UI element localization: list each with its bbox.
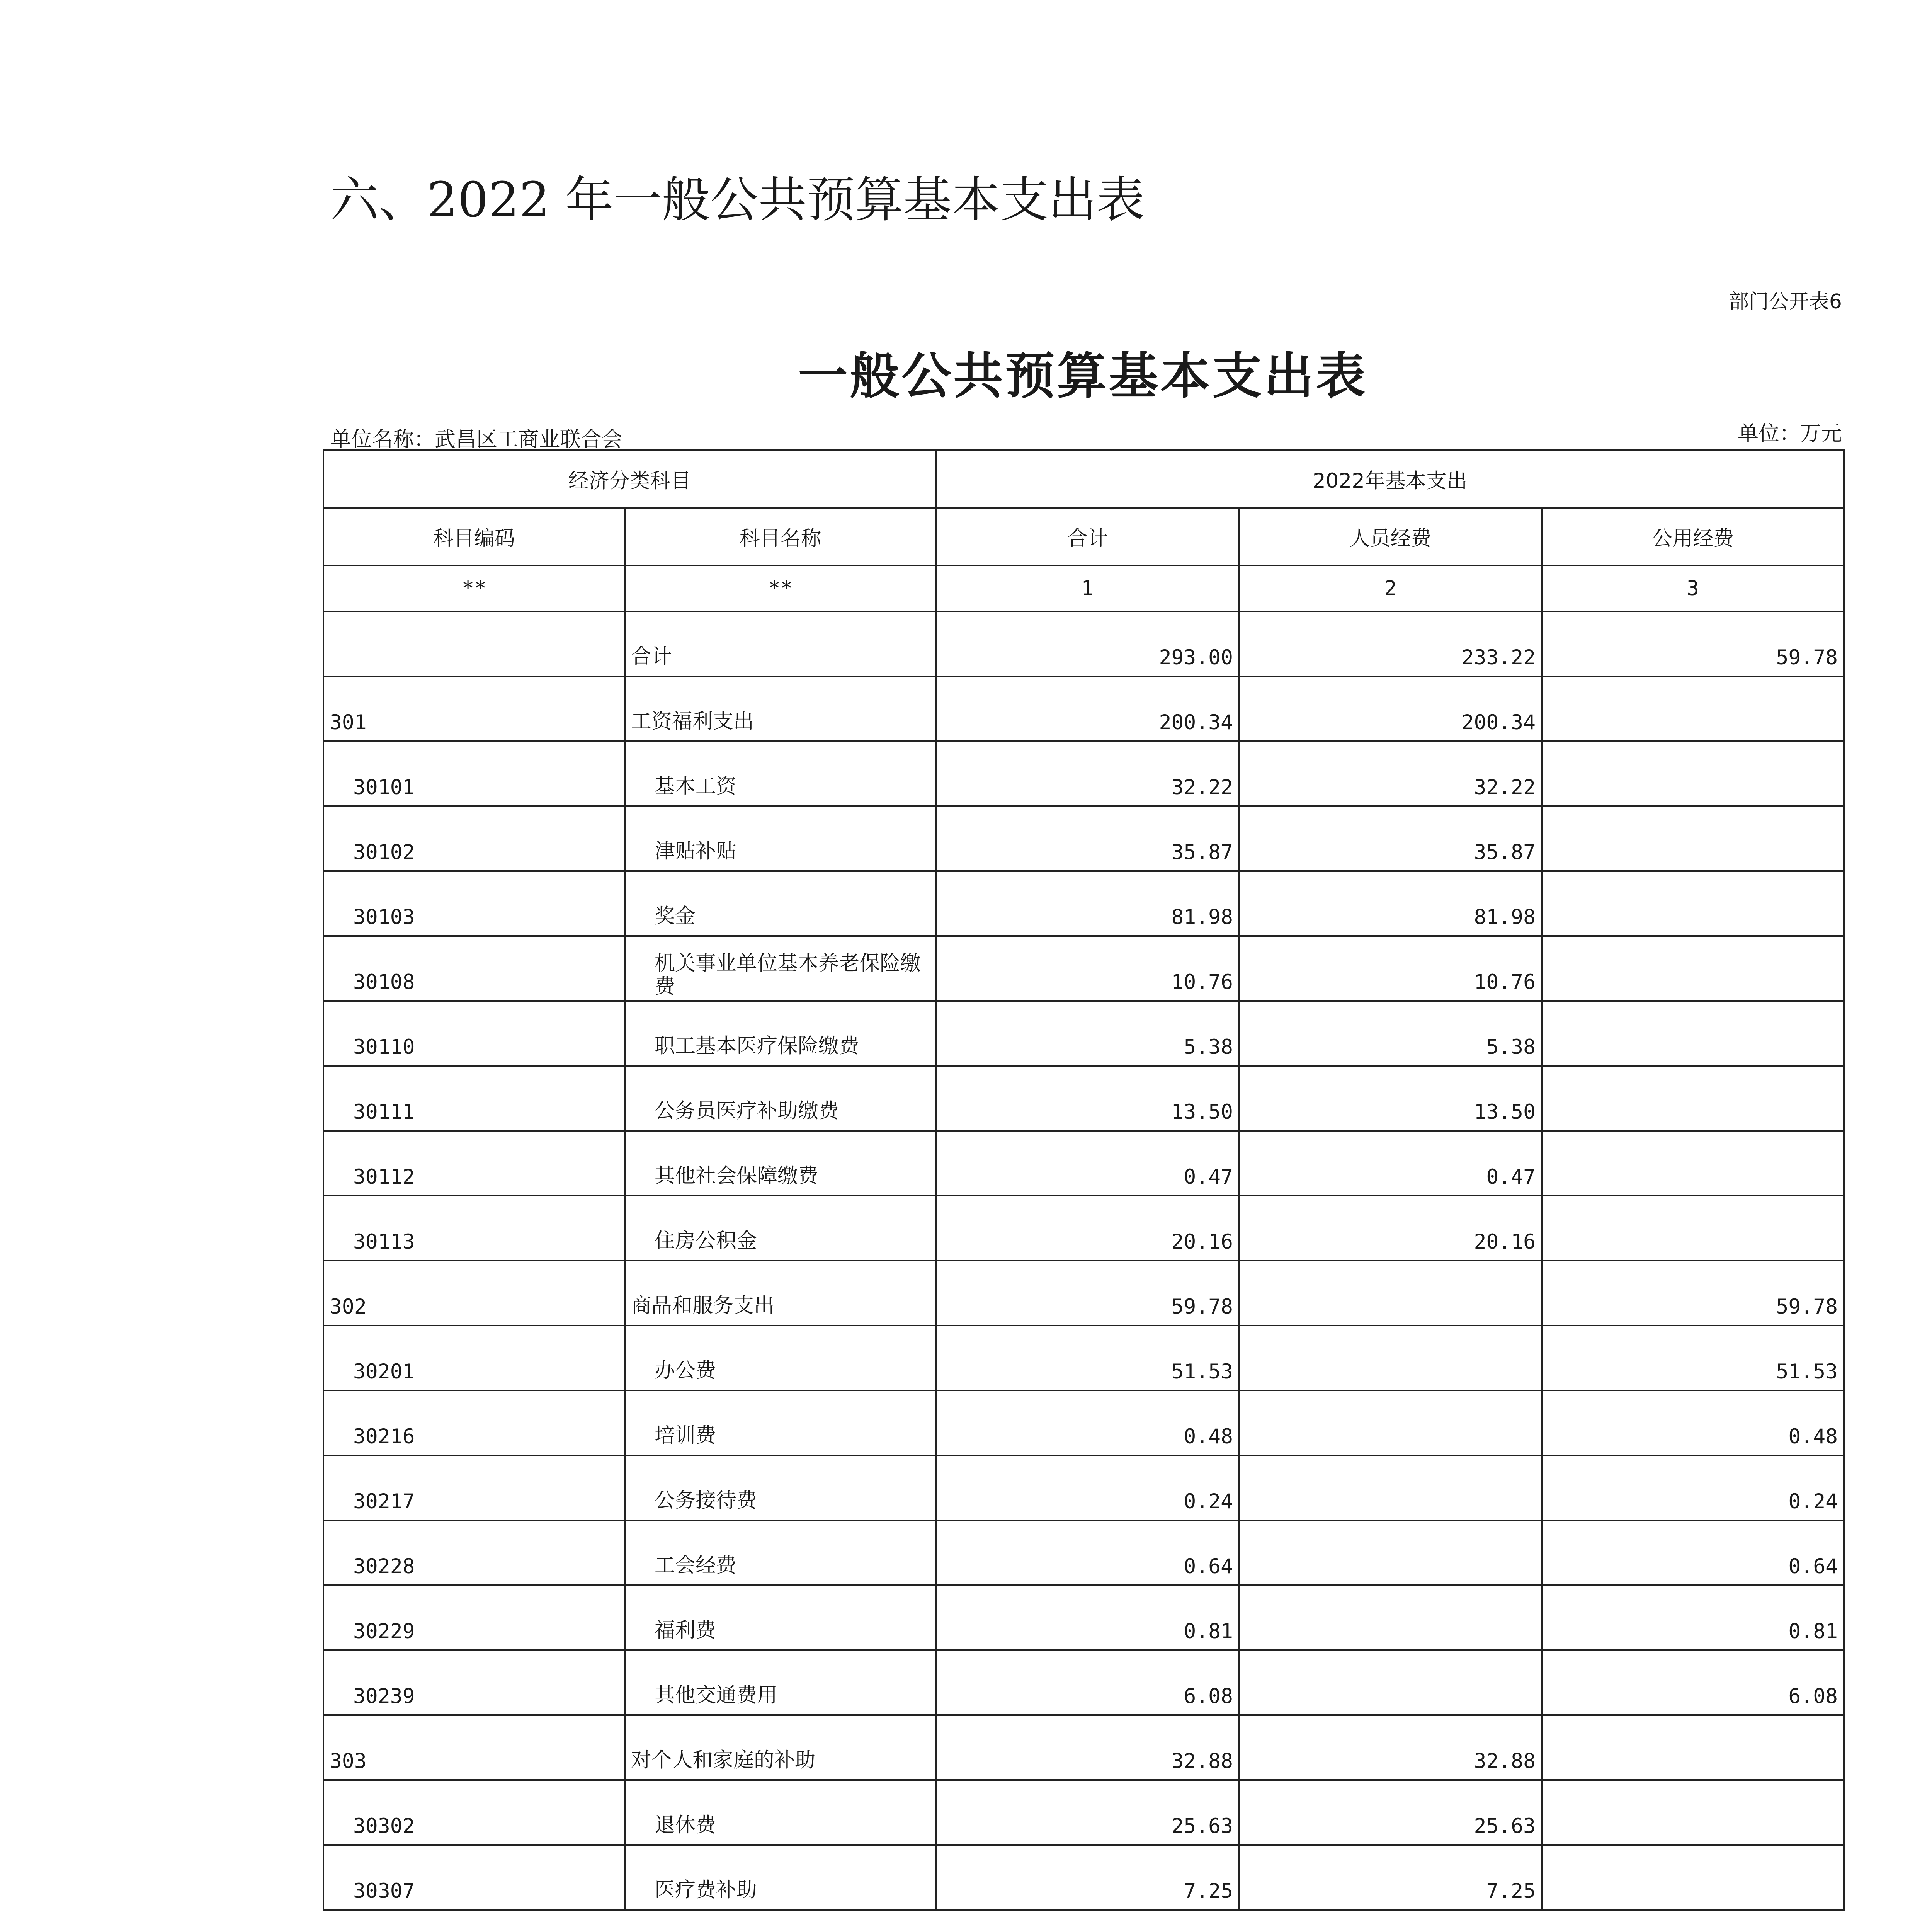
table-row [323,936,1844,1001]
cell-name: 机关事业单位基本养老保险缴费 [625,936,936,1001]
cell-personnel [1239,1326,1542,1390]
cell-total: 20.16 [936,1196,1239,1261]
cell-total: 25.63 [936,1780,1239,1845]
unit-name: 单位名称：武昌区工商业联合会 [330,427,622,451]
cell-code: 30302 [323,1780,625,1845]
table-row [323,806,1844,871]
cell-total: 0.24 [936,1455,1239,1520]
cell-code [323,611,625,676]
cell-personnel: 200.34 [1239,676,1542,741]
header-year-basic: 2022年基本支出 [936,450,1844,508]
cell-name: 合计 [625,611,936,676]
table-row [323,871,1844,936]
cell-public [1542,1066,1844,1131]
cell-personnel: 0.47 [1239,1131,1542,1196]
index-personnel: 2 [1239,565,1542,611]
unit-label: 单位：万元 [1738,421,1842,446]
index-name: ** [625,565,936,611]
table-row [323,1845,1844,1910]
budget-table [323,449,1845,1911]
cell-name: 医疗费补助 [625,1845,936,1910]
cell-total: 35.87 [936,806,1239,871]
cell-public [1542,1845,1844,1910]
table-row [323,1066,1844,1131]
table-row [323,1520,1844,1585]
cell-name: 退休费 [625,1780,936,1845]
cell-public: 51.53 [1542,1326,1844,1390]
header-row-group [323,450,1844,508]
cell-code: 302 [323,1261,625,1326]
table-row [323,1261,1844,1326]
cell-name: 住房公积金 [625,1196,936,1261]
cell-total: 59.78 [936,1261,1239,1326]
table-row [323,1001,1844,1066]
cell-personnel [1239,1390,1542,1455]
cell-personnel: 7.25 [1239,1845,1542,1910]
cell-name: 工资福利支出 [625,676,936,741]
cell-name: 其他社会保障缴费 [625,1131,936,1196]
cell-name: 福利费 [625,1585,936,1650]
table-row [323,1715,1844,1780]
header-econ-class: 经济分类科目 [323,450,936,508]
cell-name: 公务员医疗补助缴费 [625,1066,936,1131]
index-public: 3 [1542,565,1844,611]
table-row [323,611,1844,676]
cell-personnel: 233.22 [1239,611,1542,676]
table-row [323,1196,1844,1261]
cell-code: 30307 [323,1845,625,1910]
cell-public [1542,1780,1844,1845]
cell-code: 30239 [323,1650,625,1715]
section-title: 六、2022 年一般公共预算基本支出表 [330,172,1145,228]
cell-public: 59.78 [1542,611,1844,676]
cell-public: 0.24 [1542,1455,1844,1520]
cell-name: 办公费 [625,1326,936,1390]
cell-total: 10.76 [936,936,1239,1001]
cell-public [1542,1715,1844,1780]
cell-name: 培训费 [625,1390,936,1455]
cell-total: 0.81 [936,1585,1239,1650]
cell-total: 7.25 [936,1845,1239,1910]
cell-personnel [1239,1520,1542,1585]
cell-code: 30102 [323,806,625,871]
cell-name: 公务接待费 [625,1455,936,1520]
table-row [323,1650,1844,1715]
cell-code: 30217 [323,1455,625,1520]
cell-personnel [1239,1585,1542,1650]
cell-public: 6.08 [1542,1650,1844,1715]
cell-code: 30201 [323,1326,625,1390]
cell-total: 81.98 [936,871,1239,936]
header-public: 公用经费 [1542,508,1844,565]
cell-name: 基本工资 [625,741,936,806]
cell-total: 200.34 [936,676,1239,741]
form-number: 部门公开表6 [1728,290,1842,313]
cell-total: 293.00 [936,611,1239,676]
cell-public [1542,676,1844,741]
cell-public [1542,1131,1844,1196]
header-name: 科目名称 [625,508,936,565]
cell-total: 13.50 [936,1066,1239,1131]
cell-personnel: 81.98 [1239,871,1542,936]
header-row-index [323,565,1844,611]
cell-public [1542,806,1844,871]
cell-public [1542,1196,1844,1261]
cell-public: 59.78 [1542,1261,1844,1326]
header-personnel: 人员经费 [1239,508,1542,565]
cell-code: 30108 [323,936,625,1001]
cell-name: 工会经费 [625,1520,936,1585]
cell-personnel [1239,1261,1542,1326]
cell-personnel: 32.88 [1239,1715,1542,1780]
cell-public: 0.64 [1542,1520,1844,1585]
cell-total: 0.47 [936,1131,1239,1196]
main-title: 一般公共预算基本支出表 [798,347,1368,405]
cell-personnel: 10.76 [1239,936,1542,1001]
table-row [323,1326,1844,1390]
cell-code: 30101 [323,741,625,806]
index-total: 1 [936,565,1239,611]
cell-code: 30216 [323,1390,625,1455]
cell-personnel: 5.38 [1239,1001,1542,1066]
table-row [323,1131,1844,1196]
table-row [323,741,1844,806]
cell-code: 301 [323,676,625,741]
cell-total: 5.38 [936,1001,1239,1066]
cell-code: 30229 [323,1585,625,1650]
cell-public: 0.48 [1542,1390,1844,1455]
cell-code: 30111 [323,1066,625,1131]
cell-code: 30112 [323,1131,625,1196]
cell-personnel: 20.16 [1239,1196,1542,1261]
cell-total: 0.64 [936,1520,1239,1585]
table-row [323,1390,1844,1455]
cell-public [1542,741,1844,806]
cell-total: 6.08 [936,1650,1239,1715]
cell-total: 0.48 [936,1390,1239,1455]
cell-code: 303 [323,1715,625,1780]
cell-code: 30113 [323,1196,625,1261]
header-row-columns [323,508,1844,565]
cell-total: 32.22 [936,741,1239,806]
cell-name: 对个人和家庭的补助 [625,1715,936,1780]
cell-name: 奖金 [625,871,936,936]
cell-public [1542,936,1844,1001]
table-row [323,1585,1844,1650]
cell-code: 30103 [323,871,625,936]
cell-code: 30228 [323,1520,625,1585]
cell-personnel [1239,1650,1542,1715]
cell-personnel [1239,1455,1542,1520]
header-total: 合计 [936,508,1239,565]
cell-personnel: 25.63 [1239,1780,1542,1845]
table-row [323,1455,1844,1520]
cell-total: 32.88 [936,1715,1239,1780]
cell-name: 其他交通费用 [625,1650,936,1715]
cell-code: 30110 [323,1001,625,1066]
header-code: 科目编码 [323,508,625,565]
table-row [323,1780,1844,1845]
cell-name: 津贴补贴 [625,806,936,871]
cell-public [1542,871,1844,936]
table-row [323,676,1844,741]
cell-name: 商品和服务支出 [625,1261,936,1326]
cell-name: 职工基本医疗保险缴费 [625,1001,936,1066]
cell-public: 0.81 [1542,1585,1844,1650]
cell-personnel: 32.22 [1239,741,1542,806]
cell-personnel: 35.87 [1239,806,1542,871]
cell-personnel: 13.50 [1239,1066,1542,1131]
cell-total: 51.53 [936,1326,1239,1390]
index-code: ** [323,565,625,611]
cell-public [1542,1001,1844,1066]
